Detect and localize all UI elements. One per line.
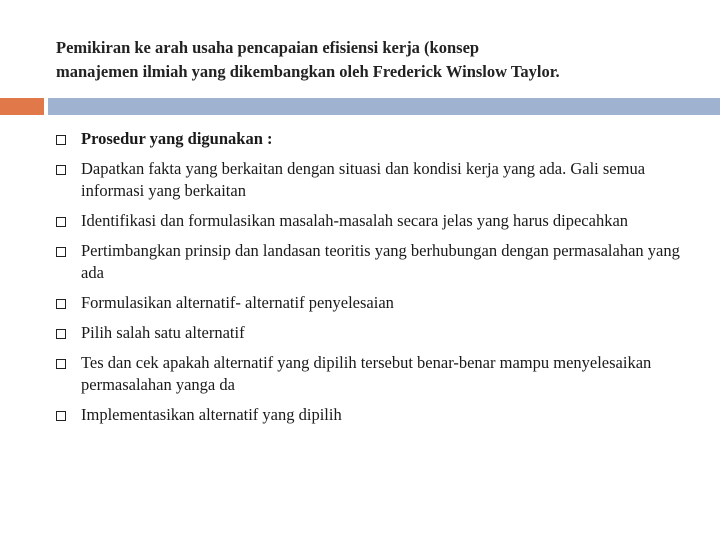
list-item-text: Implementasikan alternatif yang dipilih bbox=[81, 405, 342, 424]
hollow-square-icon bbox=[56, 217, 66, 227]
hollow-square-icon bbox=[56, 165, 66, 175]
list-item bbox=[56, 210, 696, 232]
list-item-text: Identifikasi dan formulasikan masalah-masalah secara jelas yang harus dipecahkan bbox=[81, 211, 629, 230]
slide-title bbox=[56, 36, 696, 84]
list-item-text: Pertimbangkan prinsip dan landasan teoritis yang berhubungan dengan permasalahan yang ada bbox=[81, 241, 680, 282]
list-item-text: Prosedur yang digunakan : bbox=[81, 129, 273, 148]
list-item bbox=[56, 128, 696, 150]
hollow-square-icon bbox=[56, 135, 66, 145]
list-item bbox=[56, 158, 696, 202]
divider-bar bbox=[0, 98, 720, 115]
title-line-1: Pemikiran ke arah usaha pencapaian efisiensi kerja (konsep bbox=[56, 38, 480, 57]
hollow-square-icon bbox=[56, 411, 66, 421]
list-item-text: Formulasikan alternatif- alternatif penyelesaian bbox=[81, 293, 394, 312]
divider-accent-left bbox=[0, 98, 44, 115]
list-item bbox=[56, 292, 696, 314]
list-item bbox=[56, 352, 696, 396]
bullet-list bbox=[56, 128, 696, 434]
list-item-text: Tes dan cek apakah alternatif yang dipilih tersebut benar-benar mampu menyelesaikan permasalahan yanga da bbox=[81, 353, 652, 394]
hollow-square-icon bbox=[56, 247, 66, 257]
list-item bbox=[56, 322, 696, 344]
divider-accent-right bbox=[48, 98, 720, 115]
list-item bbox=[56, 240, 696, 284]
list-item-text: Dapatkan fakta yang berkaitan dengan situasi dan kondisi kerja yang ada. Gali semua informasi yang berkaitan bbox=[81, 159, 646, 200]
hollow-square-icon bbox=[56, 359, 66, 369]
hollow-square-icon bbox=[56, 329, 66, 339]
list-item bbox=[56, 404, 696, 426]
hollow-square-icon bbox=[56, 299, 66, 309]
list-item-text: Pilih salah satu alternatif bbox=[81, 323, 245, 342]
title-line-2: manajemen ilmiah yang dikembangkan oleh Frederick Winslow Taylor. bbox=[56, 62, 560, 81]
